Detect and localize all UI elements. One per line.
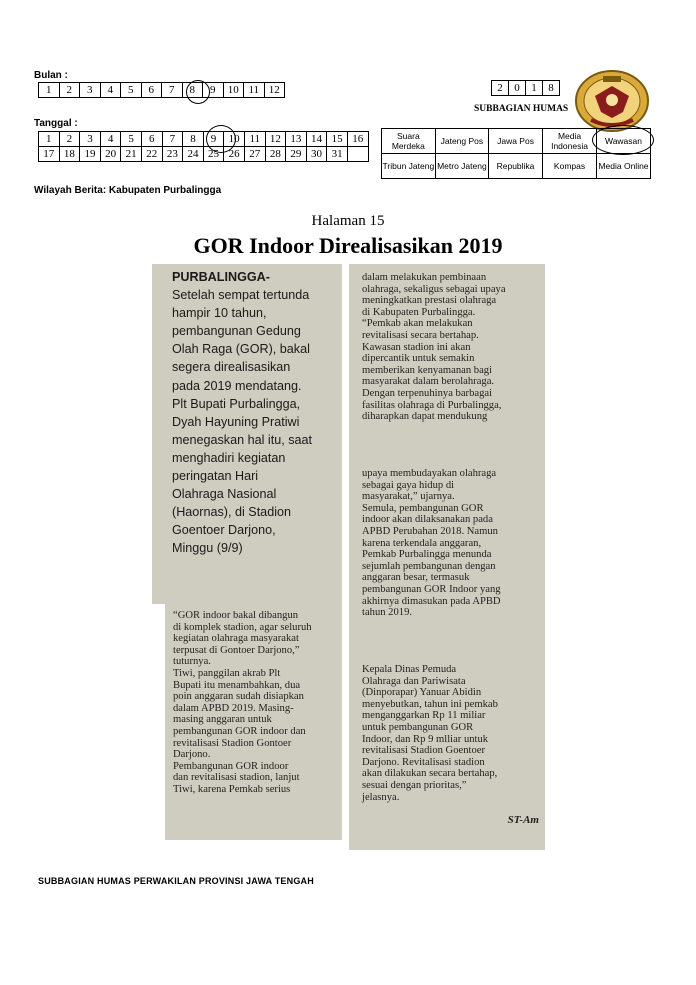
year-digit-cell: 0 [509,81,526,96]
day-cell: 15 [327,132,348,147]
lead-line: pada 2019 mendatang. [172,378,302,393]
left-line: Tiwi, karena Pemkab serius [173,783,291,795]
right-middle-line: Pemkab Purbalingga menunda [362,549,492,561]
byline: ST-Am [507,814,539,826]
right-middle-line: tahun 2019. [362,607,413,619]
day-cell: 11 [244,132,265,147]
footer-office: SUBBAGIAN HUMAS PERWAKILAN PROVINSI JAWA TENGAH [38,876,314,886]
right-bottom-line: Olahraga dan Pariwisata [362,675,466,687]
day-cell: 29 [286,147,307,162]
right-top-line: Dengan terpenuhinya barbagai [362,387,493,399]
day-cell: 14 [306,132,327,147]
month-cell: 1 [39,83,60,98]
left-line: “GOR indoor bakal dibangun [173,610,299,621]
page-number: Halaman 15 [311,213,385,229]
day-cell: 22 [141,147,162,162]
right-top-line: “Pemkab akan melakukan [362,318,473,330]
right-bottom-line: Kepala Dinas Pemuda [362,664,457,675]
day-cell: 17 [39,147,60,162]
lead-line: menegaskan hal itu, saat [172,432,313,447]
right-bottom-line: (Dinporapar) Yanuar Abidin [362,687,482,699]
right-middle-line: sebagai gaya hidup di [362,479,455,491]
right-middle-line: sejumlah pembangunan dengan [362,560,496,572]
article-right-column-bottom [349,656,545,850]
article-right-column-top [349,264,545,462]
right-top-line: Kawasan stadion ini akan [362,341,471,353]
lead-line: Olahraga Nasional [172,487,277,502]
lead-line: menghadiri kegiatan [172,450,286,465]
right-bottom-line: akan dilakukan secara bertahap, [362,768,498,780]
right-bottom-text [349,656,545,803]
right-middle-line: karena terkendala anggaran, [362,537,482,549]
lead-line: Goentoer Darjono, [172,523,276,538]
right-bottom-line: Indoor, dan Rp 9 mlliar untuk [362,733,489,745]
month-cell: 4 [100,83,121,98]
lead-line: Minggu (9/9) [172,541,243,556]
right-top-line: diharapkan dapat mendukung [362,411,488,423]
lead-line: pembangunan Gedung [172,324,301,339]
right-bottom-line: untuk pembangunan GOR [362,721,474,733]
right-top-line: dalam melakukan pembinaan [362,272,487,283]
day-cell: 13 [286,132,307,147]
left-line: pembangunan GOR indoor dan [173,725,306,737]
day-cell: 24 [183,147,204,162]
day-cell: 31 [327,147,348,162]
right-top-line: dipercantik untuk semakin [362,353,475,365]
day-cell: 6 [141,132,162,147]
day-cell: 27 [244,147,265,162]
day-cell: 26 [224,147,245,162]
month-cell: 9 [203,83,224,98]
month-cell: 3 [80,83,101,98]
year-digit-cell: 2 [492,81,509,96]
left-line: kegiatan olahraga masyarakat [173,633,299,645]
headline: GOR Indoor Direalisasikan 2019 [193,233,503,258]
right-top-line: meningkatkan prestasi olahraga [362,295,497,307]
right-middle-line: anggaran besar, termasuk [362,572,470,584]
left-line: Darjono. [173,749,211,761]
day-cell: 5 [121,132,142,147]
day-cell [347,147,368,162]
newspaper-cell: Media Indonesia [543,129,597,154]
newspaper-cell: Jateng Pos [435,129,488,154]
bulan-label: Bulan : [34,70,68,81]
year-digit-cell: 1 [526,81,543,96]
right-bottom-line: menganggarkan Rp 11 miliar [362,710,486,722]
newspaper-cell: Suara Merdeka [382,129,436,154]
day-cell: 12 [265,132,286,147]
date-grid [38,131,369,162]
right-bottom-line: sesuai dengan prioritas,” [362,779,467,791]
month-cell: 12 [264,83,285,98]
newspaper-cell: Republika [489,154,543,179]
left-line: masing anggaran untuk [173,714,272,726]
left-line: Bupati itu menambahkan, dua [173,679,301,691]
lead-line: Plt Bupati Purbalingga, [172,396,301,411]
day-cell: 4 [100,132,121,147]
day-cell: 10 [224,132,245,147]
right-middle-line: masyarakat,” ujarnya. [362,491,455,503]
right-middle-text [349,462,545,619]
right-bottom-line: menyebutkan, tahun ini pemkab [362,698,498,710]
date-circle-mark [206,125,236,153]
month-cell: 5 [121,83,142,98]
day-cell: 20 [100,147,121,162]
left-line: di komplek stadion, agar seluruh [173,621,312,633]
day-cell: 23 [162,147,183,162]
day-cell: 16 [347,132,368,147]
month-cell: 8 [182,83,203,98]
right-middle-line: pembangunan GOR Indoor yang [362,583,501,595]
office-label: SUBBAGIAN HUMAS [474,104,569,114]
month-cell: 10 [223,83,244,98]
day-cell: 8 [183,132,204,147]
right-middle-line: akhirnya dimasukan pada APBD [362,595,501,607]
right-top-text [349,264,545,423]
right-bottom-line: revitalisasi Stadion Goentoer [362,745,485,757]
left-line: tuturnya. [173,656,211,668]
lead-line: peringatan Hari [172,469,259,484]
right-top-line: revitalisasi secara bertahap. [362,329,479,341]
day-cell: 30 [306,147,327,162]
day-cell: 28 [265,147,286,162]
article-left-column [165,604,342,840]
article-lead-column [152,264,342,604]
day-cell: 21 [121,147,142,162]
day-cell: 19 [80,147,101,162]
lead-line: segera direalisasikan [172,360,291,375]
right-top-line: masyarakat dalam berolahraga. [362,376,495,388]
day-cell: 9 [203,132,224,147]
month-cell: 2 [59,83,80,98]
right-top-line: memberikan kenyamanan bagi [362,364,493,376]
year-digit-cell: 8 [543,81,560,96]
day-cell: 25 [203,147,224,162]
left-line: dalam APBD 2019. Masing- [173,702,294,714]
newspaper-cell: Wawasan [597,129,651,154]
right-bottom-line: jelasnya. [362,791,400,803]
tanggal-label: Tanggal : [34,118,78,129]
lead-line: hampir 10 tahun, [172,306,267,321]
right-top-line: fasilitas olahraga di Purbalingga, [362,399,502,411]
lead-line: Dyah Hayuning Pratiwi [172,414,300,429]
left-line: dan revitalisasi stadion, lanjut [173,772,300,784]
day-cell: 1 [39,132,60,147]
left-line: revitalisasi Stadion Gontoer [173,737,292,749]
day-cell: 7 [162,132,183,147]
lead-line: PURBALINGGA- [172,270,270,284]
lead-line: Olah Raga (GOR), bakal [172,342,310,357]
day-cell: 18 [59,147,80,162]
right-top-line: di Kabupaten Purbalingga. [362,306,476,318]
left-line: terpusat di Gontoer Darjono,” [173,644,300,656]
left-line: poin anggaran sudah disiapkan [173,691,304,703]
lead-line: (Haornas), di Stadion [172,505,292,520]
newspaper-cell: Kompas [543,154,597,179]
month-circle-mark [186,80,210,104]
newspaper-cell: Metro Jateng [435,154,488,179]
month-cell: 11 [244,83,265,98]
left-text [165,604,342,796]
right-middle-line: indoor akan dilaksanakan pada [362,514,493,526]
newspaper-cell: Tribun Jateng [382,154,436,179]
month-cell: 6 [141,83,162,98]
day-cell: 2 [59,132,80,147]
newspaper-cell: Jawa Pos [489,129,543,154]
month-grid [38,82,285,98]
lead-text [152,264,342,558]
lead-line: Setelah sempat tertunda [172,288,310,303]
year-box [491,80,560,96]
left-line: Tiwi, panggilan akrab Plt [173,667,281,679]
article-right-column-middle [349,462,545,656]
left-line: Pembangunan GOR indoor [173,760,289,772]
provincial-emblem-logo [573,68,651,134]
right-bottom-line: Darjono. Revitalisasi stadion [362,756,485,768]
month-cell: 7 [162,83,183,98]
right-middle-line: Semula, pembangunan GOR [362,502,484,514]
newspaper-circle-mark [592,125,654,155]
wilayah-berita: Wilayah Berita: Kabupaten Purbalingga [34,185,222,196]
right-middle-line: APBD Perubahan 2018. Namun [362,525,498,537]
newspaper-cell: Media Online [597,154,651,179]
right-top-line: olahraga, sekaligus sebagai upaya [362,283,506,295]
right-middle-line: upaya membudayakan olahraga [362,468,497,479]
day-cell: 3 [80,132,101,147]
